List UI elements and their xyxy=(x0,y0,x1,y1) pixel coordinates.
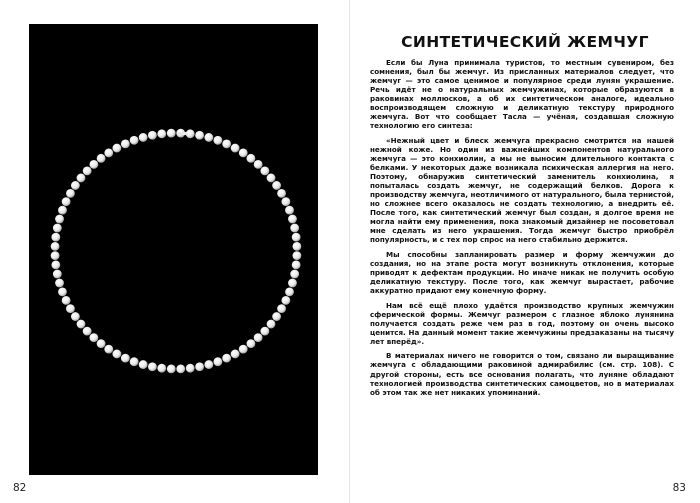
pearl xyxy=(288,279,297,288)
pearl xyxy=(260,327,269,336)
article-body xyxy=(370,58,674,402)
pearl xyxy=(195,131,204,140)
pearl xyxy=(55,215,64,224)
pearl xyxy=(267,174,276,183)
pearl xyxy=(288,215,297,224)
pearl xyxy=(89,333,98,342)
pearl xyxy=(62,197,71,206)
pearl-necklace-illustration xyxy=(29,24,318,475)
pearl xyxy=(51,233,60,242)
pearl xyxy=(272,181,281,190)
pearl xyxy=(281,296,290,305)
pearl xyxy=(167,365,176,374)
pearl xyxy=(66,189,75,198)
article-paragraph: Если бы Луна принимала туристов, то местным сувениром, без сомнения, был бы жемчуг. Из присланных материалов следует, что жемчуг — это самое ценимое и популярное среди лунян украшение. Речь идёт не о натуральных жемчужинах, которые образуются в раковинах моллюсков, а об их синтетическом аналоге, идеально воспроизводящем сложную и деликатную текстуру природного жемчуга. Вот что сообщает Тасла — учёная, создавшая сложную технологию его синтеза: xyxy=(370,58,674,131)
pearl xyxy=(62,296,71,305)
pearl xyxy=(267,320,276,329)
pearl xyxy=(293,242,302,251)
pearl xyxy=(195,362,204,371)
pearl xyxy=(53,224,62,233)
pearl xyxy=(157,129,166,138)
pearl xyxy=(51,260,60,269)
pearl xyxy=(121,139,130,148)
pearl xyxy=(281,197,290,206)
pearl xyxy=(231,350,240,359)
pearl xyxy=(247,339,256,348)
necklace-clasp xyxy=(177,132,188,135)
pearl xyxy=(222,354,231,363)
pearl xyxy=(77,320,86,329)
pearl xyxy=(272,312,281,321)
pearl xyxy=(104,148,113,157)
pearl xyxy=(186,364,195,373)
pearl xyxy=(89,160,98,169)
pearl xyxy=(285,287,294,296)
pearl xyxy=(277,304,286,313)
article-paragraph: Мы способны запланировать размер и форму жемчужин до создания, но на этапе роста могут возникнуть отклонения, которые приводят к дефектам продукции. Но иначе никак не получить особую деликатную текстуру. После того, как жемчуг вырастает, рабочие аккуратно придают ему конечную форму. xyxy=(370,249,674,296)
pearl xyxy=(130,136,139,145)
pearl xyxy=(167,129,176,138)
pearl xyxy=(277,189,286,198)
pearl xyxy=(293,251,302,260)
pearl xyxy=(157,364,166,373)
pearl xyxy=(222,139,231,148)
pearl xyxy=(51,251,60,260)
pearl xyxy=(213,136,222,145)
pearl xyxy=(66,304,75,313)
pearl xyxy=(285,206,294,215)
pearl xyxy=(176,365,185,374)
pearl xyxy=(83,327,92,336)
pearl xyxy=(112,350,121,359)
pearl xyxy=(204,133,213,142)
pearl xyxy=(83,167,92,176)
pearl xyxy=(148,131,157,140)
pearl xyxy=(148,362,157,371)
pearl xyxy=(239,345,248,354)
pearl xyxy=(204,360,213,369)
pearl xyxy=(292,233,301,242)
pearl xyxy=(71,312,80,321)
pearl xyxy=(292,260,301,269)
pearl xyxy=(71,181,80,190)
pearl xyxy=(260,167,269,176)
pearl xyxy=(121,354,130,363)
pearl xyxy=(58,287,67,296)
pearl xyxy=(53,270,62,279)
pearl xyxy=(51,242,60,251)
pearl xyxy=(97,339,106,348)
pearl xyxy=(239,148,248,157)
page-gutter xyxy=(349,0,350,503)
pearl xyxy=(77,174,86,183)
photo-background xyxy=(29,24,318,475)
pearl xyxy=(290,224,299,233)
pearl xyxy=(104,345,113,354)
pearl xyxy=(130,357,139,366)
pearl xyxy=(247,154,256,163)
pearl xyxy=(58,206,67,215)
left-page-number: 82 xyxy=(13,482,27,494)
article-paragraph: Нам всё ещё плохо удаётся производство крупных жемчужин сферической формы. Жемчуг размером с глазное яблоко лунянина получается создать реже чем раз в год, поэтому он очень высоко ценится. На данный момент такие жемчужины предзаказаны на тысячу лет вперёд». xyxy=(370,300,674,346)
pearl xyxy=(97,154,106,163)
pearl xyxy=(139,133,148,142)
pearl xyxy=(254,333,263,342)
pearl xyxy=(231,144,240,153)
pearl xyxy=(55,279,64,288)
article-title: СИНТЕТИЧЕСКИЙ ЖЕМЧУГ xyxy=(401,33,649,51)
pearl xyxy=(139,360,148,369)
pearl xyxy=(254,160,263,169)
necklace-photo xyxy=(29,24,318,475)
pearl xyxy=(112,144,121,153)
right-page-number: 83 xyxy=(672,482,686,494)
article-paragraph: «Нежный цвет и блеск жемчуга прекрасно смотрится на нашей нежной коже. Но один из важнейших компонентов натурального жемчуга — это конхиолин, а мы не выносим длительного контакта с белками. У некоторых даже возникала психическая аллергия на него. Поэтому, обнаружив синтетический заменитель конхиолина, я попыталась создать жемчуг, не содержащий белков. Дорога к производству жемчуга, неотличимого от натурального, была тернистой, но сложнее всего оказалось не создать технологию, а внедрить её. После того, как синтетический жемчуг был создан, я долгое время не могла найти ему применения, пока знакомый дизайнер не посоветовал мне сделать из него украшения. Тогда жемчуг быстро приобрёл популярность, и с тех пор спрос на него стабильно держится. xyxy=(370,135,674,245)
pearl xyxy=(290,270,299,279)
pearl xyxy=(213,357,222,366)
article-paragraph: В материалах ничего не говорится о том, связано ли выращивание жемчуга с обладающими раковиной адмирабилис (см. стр. 108). С другой стороны, есть все основания полагать, что луняне обладают технологией производства синтетических самоцветов, но в материалах об этом так же нет никаких упоминаний. xyxy=(370,351,674,397)
